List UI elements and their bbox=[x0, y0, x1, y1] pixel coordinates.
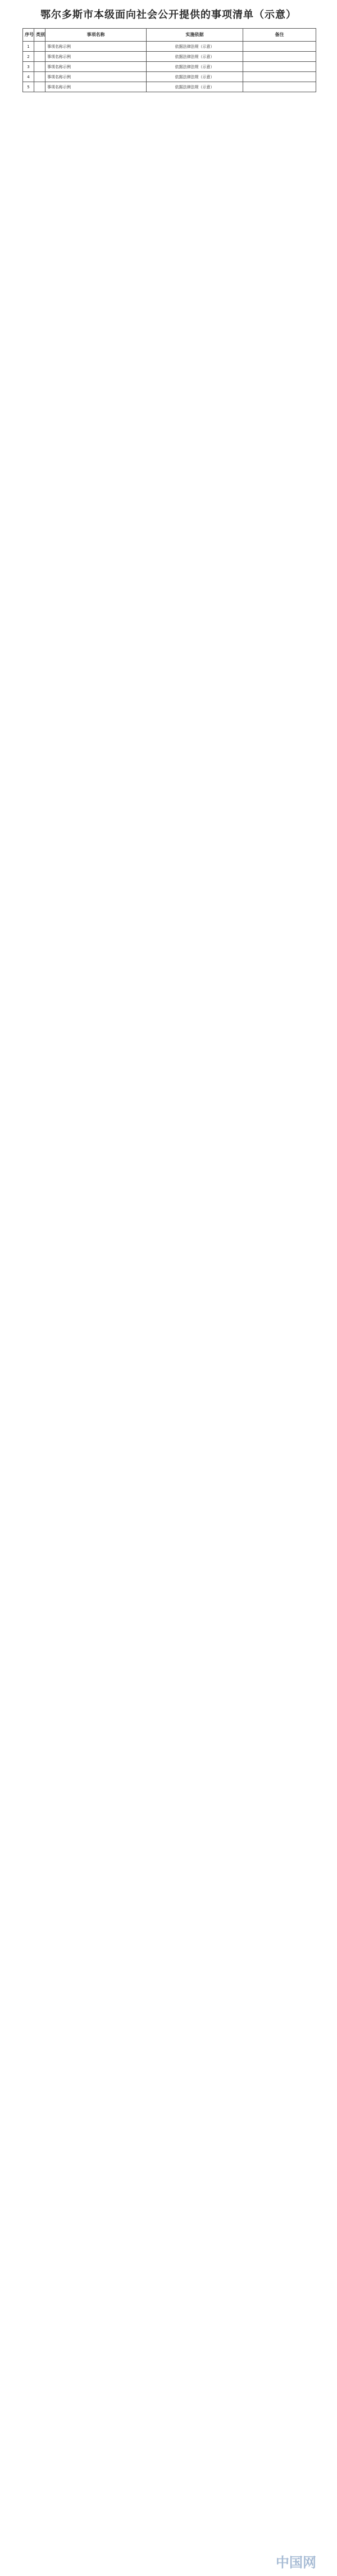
header-basis: 实施依据 bbox=[147, 29, 243, 42]
table-header-row bbox=[23, 29, 316, 42]
cell-item-name: 事项名称示例 bbox=[45, 72, 147, 82]
cell-item-name: 事项名称示例 bbox=[45, 82, 147, 92]
header-remarks: 备注 bbox=[243, 29, 316, 42]
table-row bbox=[23, 72, 316, 82]
cell-basis: 依据法律法规（示意） bbox=[147, 52, 243, 62]
table-row bbox=[23, 52, 316, 62]
cell-index: 4 bbox=[23, 72, 34, 82]
cell-category bbox=[34, 82, 45, 92]
cell-remarks bbox=[243, 72, 316, 82]
cell-index: 5 bbox=[23, 82, 34, 92]
cell-basis: 依据法律法规（示意） bbox=[147, 62, 243, 72]
cell-basis: 依据法律法规（示意） bbox=[147, 42, 243, 52]
cell-remarks bbox=[243, 82, 316, 92]
cell-category bbox=[34, 62, 45, 72]
table-row bbox=[23, 62, 316, 72]
cell-category bbox=[34, 52, 45, 62]
cell-index: 3 bbox=[23, 62, 34, 72]
cell-remarks bbox=[243, 52, 316, 62]
site-watermark: 中国网 bbox=[276, 2554, 316, 2570]
table-row bbox=[23, 42, 316, 52]
cell-category bbox=[34, 42, 45, 52]
cell-item-name: 事项名称示例 bbox=[45, 42, 147, 52]
cell-index: 1 bbox=[23, 42, 34, 52]
table-row bbox=[23, 82, 316, 92]
cell-item-name: 事项名称示例 bbox=[45, 52, 147, 62]
cell-remarks bbox=[243, 42, 316, 52]
header-index: 序号 bbox=[23, 29, 34, 42]
header-category: 类别 bbox=[34, 29, 45, 42]
cell-category bbox=[34, 72, 45, 82]
page-title: 鄂尔多斯市本级面向社会公开提供的事项清单（示意） bbox=[40, 9, 297, 21]
cell-basis: 依据法律法规（示意） bbox=[147, 82, 243, 92]
cell-item-name: 事项名称示例 bbox=[45, 62, 147, 72]
cell-index: 2 bbox=[23, 52, 34, 62]
cell-basis: 依据法律法规（示意） bbox=[147, 72, 243, 82]
header-item-name: 事项名称 bbox=[45, 29, 147, 42]
table-body bbox=[23, 42, 316, 92]
cell-remarks bbox=[243, 62, 316, 72]
service-items-table bbox=[22, 28, 316, 92]
